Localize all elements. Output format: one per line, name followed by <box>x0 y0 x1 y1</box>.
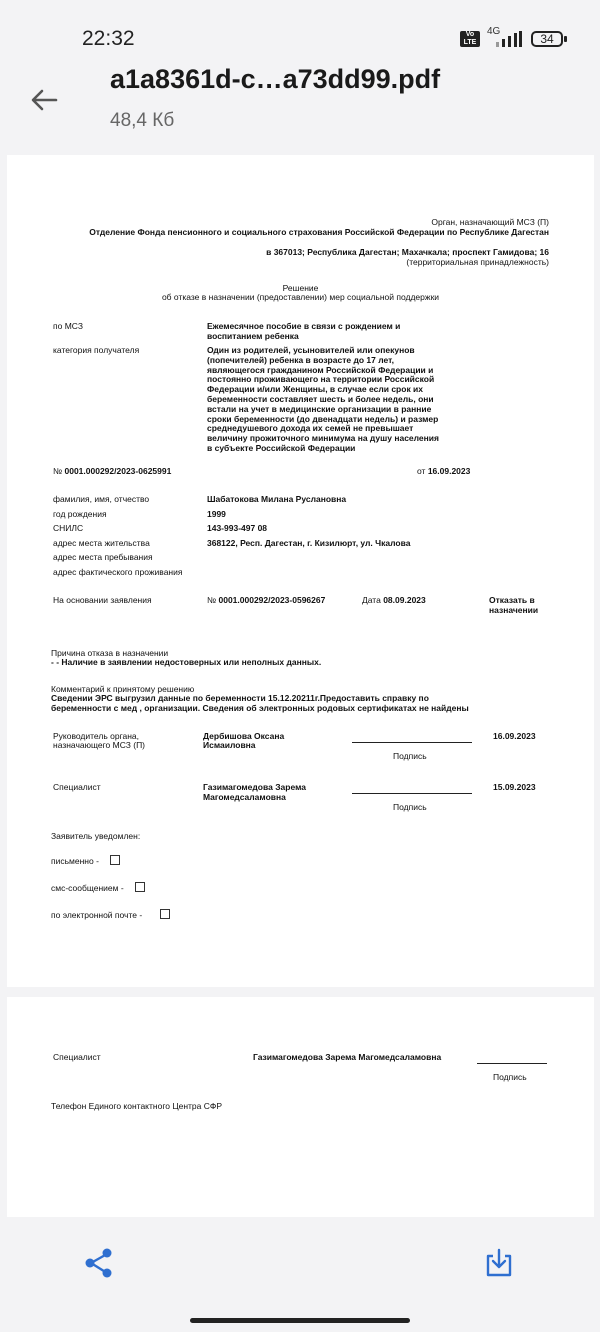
head-name-1: Дербишова Оксана <box>203 731 285 741</box>
share-icon[interactable] <box>82 1246 116 1280</box>
head-signature-line <box>352 742 472 743</box>
category-line: сроки беременности (до двенадцати недель) и размер <box>207 413 439 424</box>
category-line: постоянно проживающего на территории Российской <box>207 374 435 385</box>
signal-icon <box>494 31 522 47</box>
basis-label: На основании заявления <box>53 595 152 605</box>
file-size: 48,4 Кб <box>110 110 175 131</box>
head-name-2: Исмаиловна <box>203 740 256 750</box>
notify-written-label: письменно - <box>51 856 99 866</box>
category-line: среднедушевого дохода их семей не превышает <box>207 423 414 434</box>
battery-icon: 34 <box>531 31 563 47</box>
page2-signature-label: Подпись <box>493 1072 527 1082</box>
status-bar <box>0 0 600 70</box>
category-line: беременности составляет шесть и более недель, они <box>207 394 434 404</box>
contact-center-phone-label: Телефон Единого контактного Центра СФР <box>51 1101 223 1111</box>
basis-number: № 0001.000292/2023-0596267 <box>207 595 326 605</box>
reason-label: Причина отказа в назначении <box>51 648 169 658</box>
specialist-date: 15.09.2023 <box>493 782 536 792</box>
category-line: в субъекте Российской Федерации <box>207 443 356 453</box>
reason-value: - - Наличие в заявлении недостоверных или неполных данных. <box>51 657 322 667</box>
comment-line-1: Сведении ЭРС выгрузил данные по беременности 15.12.20211г.Предоставить справку по <box>51 693 429 703</box>
volte-icon: Vo LTE <box>460 31 480 47</box>
page2-signature-line <box>477 1063 547 1064</box>
category-line: Один из родителей, усыновителей или опекунов <box>207 345 415 355</box>
basis-date: Дата 08.09.2023 <box>362 595 426 605</box>
category-line: величину прожиточного минимума на душу населения <box>207 433 439 444</box>
pdf-page-1 <box>7 155 594 987</box>
download-icon[interactable] <box>482 1246 516 1280</box>
organ-name: Отделение Фонда пенсионного и социального страхования Российской Федерации по Республике Дагестан <box>89 227 549 237</box>
head-date: 16.09.2023 <box>493 731 536 741</box>
decision-subtitle: об отказе в назначении (предоставлении) мер социальной поддержки <box>161 292 440 302</box>
page2-specialist-name: Газимагомедова Зарема Магомедсаламовна <box>253 1052 442 1062</box>
address-stay-label: адрес места пребывания <box>53 552 153 562</box>
fio-value: Шабатокова Милана Руслановна <box>207 494 347 504</box>
category-line: являющегося гражданином Российской Федерации и <box>207 364 434 375</box>
birth-value: 1999 <box>207 509 226 519</box>
birth-label: год рождения <box>53 509 107 519</box>
arrow-left-icon[interactable] <box>28 84 60 116</box>
organ-address: в 367013; Республика Дагестан; Махачкала; проспект Гамидова; 16 <box>266 247 549 257</box>
home-indicator[interactable] <box>190 1318 410 1323</box>
fio-label: фамилия, имя, отчество <box>53 494 150 504</box>
comment-line-2: беременности с мед , организации. Сведения об электронных родовых сертификатах не найдены <box>51 703 469 713</box>
notify-email-checkbox <box>160 909 170 919</box>
specialist-name-1: Газимагомедова Зарема <box>203 782 306 792</box>
result-line-1: Отказать в <box>489 595 535 605</box>
category-line: Федерации и/или Женщины, в случае если срок их <box>207 384 424 395</box>
address-residence-label: адрес места жительства <box>53 538 150 548</box>
head-label-2: назначающего МСЗ (П) <box>53 740 146 750</box>
specialist-signature-label: Подпись <box>393 802 427 812</box>
decision-title: Решение <box>282 283 319 293</box>
head-label-1: Руководитель органа, <box>53 731 140 741</box>
category-line: (попечителей) ребенка в возрасте до 17 лет, <box>207 354 395 365</box>
category-label: категория получателя <box>53 345 140 355</box>
notify-sms-label: смс-сообщением - <box>51 883 124 893</box>
address-actual-label: адрес фактического проживания <box>53 567 183 577</box>
snils-label: СНИЛС <box>53 523 84 533</box>
decision-date: от 16.09.2023 <box>417 466 471 476</box>
page2-specialist-label: Специалист <box>53 1052 101 1062</box>
network-label: 4G <box>487 26 501 37</box>
status-time: 22:32 <box>82 27 135 50</box>
msz-label: по МСЗ <box>53 321 83 331</box>
organ-label: Орган, назначающий МСЗ (П) <box>431 217 549 227</box>
address-residence-value: 368122, Респ. Дагестан, г. Кизилюрт, ул. Чкалова <box>207 538 411 548</box>
msz-value-2: воспитанием ребенка <box>207 331 299 341</box>
specialist-label: Специалист <box>53 782 101 792</box>
specialist-signature-line <box>352 793 472 794</box>
notify-email-label: по электронной почте - <box>51 910 143 920</box>
decision-number: № 0001.000292/2023-0625991 <box>53 466 172 476</box>
head-signature-label: Подпись <box>393 751 427 761</box>
file-title: a1a8361d-c…a73dd99.pdf <box>110 64 441 94</box>
organ-territory: (территориальная принадлежность) <box>406 257 549 267</box>
snils-value: 143-993-497 08 <box>207 523 268 533</box>
specialist-name-2: Магомедсаламовна <box>203 792 286 802</box>
notify-written-checkbox <box>110 855 120 865</box>
category-line: встали на учет в медицинские организации в ранние <box>207 403 432 414</box>
pdf-page-2 <box>7 997 594 1217</box>
notified-label: Заявитель уведомлен: <box>51 831 141 841</box>
comment-label: Комментарий к принятому решению <box>51 684 195 694</box>
notify-sms-checkbox <box>135 882 145 892</box>
msz-value-1: Ежемесячное пособие в связи с рождением и <box>207 321 401 331</box>
result-line-2: назначении <box>489 605 539 615</box>
